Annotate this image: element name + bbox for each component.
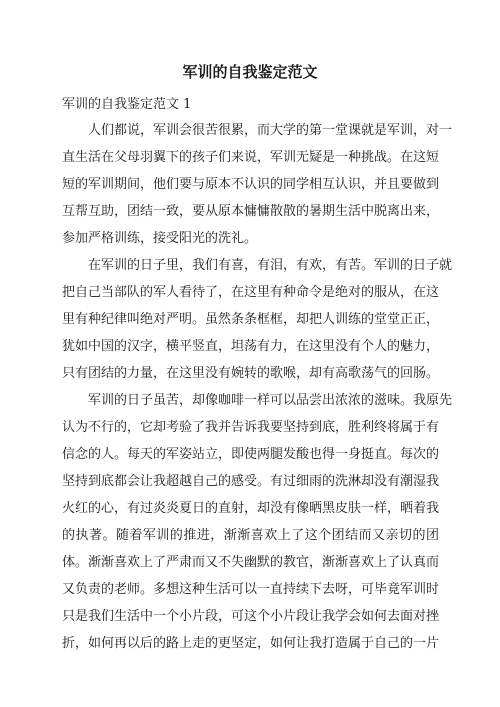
text-line: 坚持到底都会让我超越自己的感受。有过细雨的洗淋却没有潮湿我 (62, 474, 440, 489)
text-line: 互帮互助，团结一致，要从原本慵慵散散的暑期生活中脱离出来， (62, 204, 440, 219)
text-line: 军训的日子虽苦，却像咖啡一样可以品尝出浓浓的滋味。我原先 (88, 393, 453, 408)
text-line: 犹如中国的汉字，横平竖直，坦荡有力，在这里没有个人的魅力， (62, 339, 440, 354)
section-heading: 军训的自我鉴定范文 1 (62, 97, 192, 112)
paragraph (62, 117, 453, 252)
text-line: 人们都说，军训会很苦很累，而大学的第一堂课就是军训，对一 (88, 123, 453, 138)
text-line: 火红的心，有过炎炎夏日的直射，却没有像晒黑皮肤一样，晒着我 (62, 501, 440, 516)
text-line: 把自己当部队的军人看待了，在这里有种命令是绝对的服从，在这 (62, 285, 440, 300)
text-line: 短的军训期间，他们要与原本不认识的同学相互认识，并且要做到 (62, 177, 440, 192)
text-line: 信念的人。每天的军姿站立，即使两腿发酸也得一身挺直。每次的 (62, 447, 440, 462)
text-line: 体。渐渐喜欢上了严肃而又不失幽默的教官，渐渐喜欢上了认真而 (62, 555, 440, 570)
text-line: 在军训的日子里，我们有喜，有泪，有欢，有苦。军训的日子就 (88, 258, 453, 273)
text-line: 折，如何再以后的路上走的更坚定，如何让我打造属于自己的一片 (62, 636, 440, 651)
text-line: 又负责的老师。多想这种生活可以一直持续下去呀，可毕竟军训时 (62, 582, 440, 597)
text-line: 里有种纪律叫绝对严明。虽然条条框框，却把人训练的堂堂正正， (62, 312, 440, 327)
text-line: 只有团结的力量，在这里没有婉转的歌喉，却有高歌荡气的回肠。 (62, 366, 440, 381)
document-title: 军训的自我鉴定范文 (182, 63, 318, 81)
document-body (62, 117, 453, 657)
text-line: 参加严格训练，接受阳光的洗礼。 (62, 231, 258, 246)
text-line: 直生活在父母羽翼下的孩子们来说，军训无疑是一种挑战。在这短 (62, 150, 440, 165)
paragraph (62, 387, 453, 657)
text-line: 只是我们生活中一个小片段，可这个小片段让我学会如何去面对挫 (62, 609, 440, 624)
text-line: 的执著。随着军训的推进，渐渐喜欢上了这个团结而又亲切的团 (62, 528, 439, 543)
paragraph (62, 252, 453, 387)
text-line: 认为不行的，它却考验了我并告诉我要坚持到底，胜利终将属于有 (62, 420, 440, 435)
